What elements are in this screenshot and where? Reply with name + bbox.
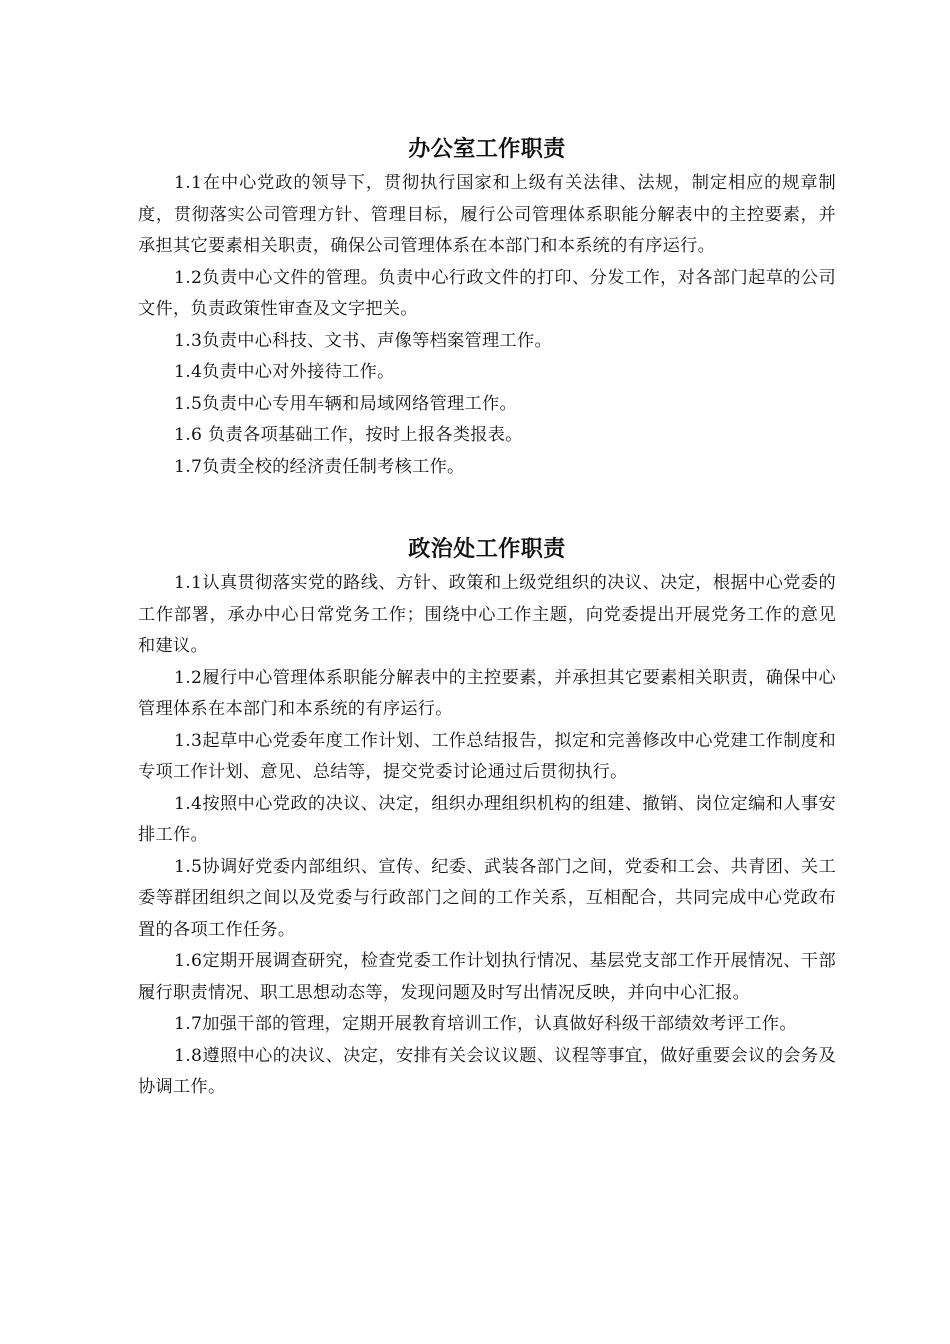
list-item: 1.5负责中心专用车辆和局域网络管理工作。 [174, 393, 518, 414]
list-item: 1.5协调好党委内部组织、宣传、纪委、武装各部门之间，党委和工会、共青团、关工委等群团组织之间以及党委与行政部门之间的工作关系，互相配合，共同完成中心党政布置的各项工作任务。 [138, 856, 836, 940]
section-body-political [138, 568, 836, 1104]
list-item: 1.2履行中心管理体系职能分解表中的主控要素，并承担其它要素相关职责，确保中心管理体系在本部门和本系统的有序运行。 [138, 667, 836, 719]
list-item: 1.3起草中心党委年度工作计划、工作总结报告，拟定和完善修改中心党建工作制度和专项工作计划、意见、总结等，提交党委讨论通过后贯彻执行。 [138, 730, 836, 782]
list-item: 1.4按照中心党政的决议、决定，组织办理组织机构的组建、撤销、岗位定编和人事安排工作。 [138, 793, 836, 845]
list-item: 1.7加强干部的管理，定期开展教育培训工作，认真做好科级干部绩效考评工作。 [174, 1014, 797, 1034]
list-item: 1.1在中心党政的领导下，贯彻执行国家和上级有关法律、法规，制定相应的规章制度，贯彻落实公司管理方针、管理目标，履行公司管理体系职能分解表中的主控要素，并承担其它要素相关职责，确保公司管理体系在本部门和本系统的有序运行。 [138, 173, 836, 256]
list-item: 1.2负责中心文件的管理。负责中心行政文件的打印、分发工作，对各部门起草的公司文件，负责政策性审查及文字把关。 [138, 267, 836, 319]
list-item: 1.3负责中心科技、文书、声像等档案管理工作。 [174, 330, 552, 351]
list-item: 1.8遵照中心的决议、决定，安排有关会议议题、议程等事宜，做好重要会议的会务及协调工作。 [138, 1045, 836, 1097]
list-item: 1.4负责中心对外接待工作。 [174, 362, 395, 382]
list-item: 1.7负责全校的经济责任制考核工作。 [174, 456, 465, 477]
section-title-office: 办公室工作职责 [408, 137, 566, 162]
list-item: 1.6 负责各项基础工作，按时上报各类报表。 [174, 425, 523, 445]
list-item: 1.6定期开展调查研究，检查党委工作计划执行情况、基层党支部工作开展情况、干部履行职责情况、职工思想动态等，发现问题及时写出情况反映，并向中心汇报。 [138, 951, 836, 1003]
section-title-political: 政治处工作职责 [408, 537, 566, 562]
list-item: 1.1认真贯彻落实党的路线、方针、政策和上级党组织的决议、决定，根据中心党委的工作部署，承办中心日常党务工作；围绕中心工作主题，向党委提出开展党务工作的意见和建议。 [138, 573, 836, 656]
section-body-office [138, 168, 836, 483]
